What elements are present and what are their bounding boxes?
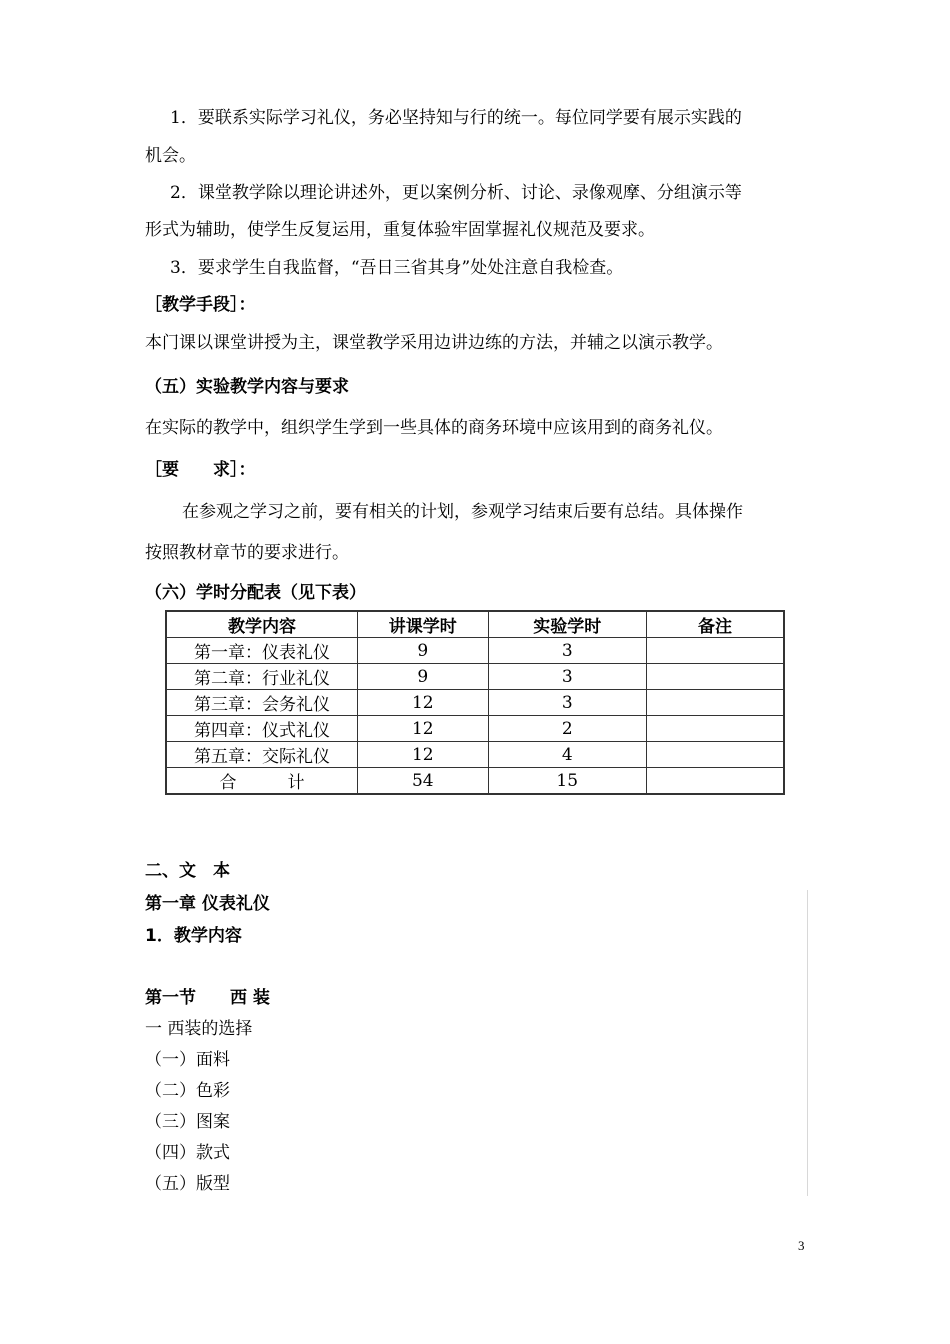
table-cell: 2 (488, 716, 646, 742)
table-cell: 3 (488, 664, 646, 690)
table-header-cell: 备注 (646, 611, 784, 638)
teaching-means-text: 本门课以课堂讲授为主，课堂教学采用边讲边练的方法，并辅之以演示教学。 (145, 333, 723, 353)
section-5-text: 在实际的教学中，组织学生学到一些具体的商务环境中应该用到的商务礼仪。 (145, 418, 723, 438)
table-cell: 9 (357, 638, 488, 664)
list-item: （一）面料 (145, 1050, 230, 1070)
table-cell: 54 (357, 768, 488, 795)
chapter-heading: 第一章 仪表礼仪 (145, 894, 270, 914)
section-6-heading: （六）学时分配表（见下表） (145, 583, 366, 603)
table-total-row (166, 768, 784, 795)
table-cell: 第四章：仪式礼仪 (166, 716, 357, 742)
table-cell (646, 716, 784, 742)
table-cell: 12 (357, 742, 488, 768)
table-cell (646, 638, 784, 664)
table-header-row (166, 611, 784, 638)
table-cell (646, 742, 784, 768)
paragraph-2-line-1: 2．课堂教学除以理论讲述外，更以案例分析、讨论、录像观摩、分组演示等 (170, 183, 742, 203)
list-item: （二）色彩 (145, 1081, 230, 1101)
list-item: （三）图案 (145, 1112, 230, 1132)
table-cell (646, 690, 784, 716)
table-row (166, 742, 784, 768)
table-cell: 15 (488, 768, 646, 795)
sub-heading: 一 西装的选择 (145, 1019, 253, 1039)
table-row (166, 638, 784, 664)
table-row (166, 716, 784, 742)
list-item: （四）款式 (145, 1143, 230, 1163)
hours-allocation-table (165, 610, 785, 795)
requirements-line-2: 按照教材章节的要求进行。 (145, 543, 349, 563)
paragraph-2-line-2: 形式为辅助，使学生反复运用，重复体验牢固掌握礼仪规范及要求。 (145, 220, 655, 240)
table-row (166, 664, 784, 690)
table-cell: 第五章：交际礼仪 (166, 742, 357, 768)
list-item: （五）版型 (145, 1174, 230, 1194)
table-cell (646, 664, 784, 690)
table-cell: 第二章：行业礼仪 (166, 664, 357, 690)
page-number: 3 (798, 1238, 805, 1253)
teaching-means-heading: ［教学手段］： (145, 295, 256, 315)
table-cell: 9 (357, 664, 488, 690)
content-heading: 1．教学内容 (145, 926, 242, 946)
table-cell: 4 (488, 742, 646, 768)
table-header-cell: 讲课学时 (357, 611, 488, 638)
table-header-cell: 教学内容 (166, 611, 357, 638)
requirements-line-1: 在参观之学习之前，要有相关的计划，参观学习结束后要有总结。具体操作 (182, 502, 743, 522)
paragraph-1-line-1: 1．要联系实际学习礼仪，务必坚持知与行的统一。每位同学要有展示实践的 (170, 108, 742, 128)
requirements-heading: ［要 求］： (145, 460, 256, 480)
section-heading: 第一节 西 装 (145, 988, 270, 1008)
table-cell: 12 (357, 690, 488, 716)
table-row (166, 690, 784, 716)
table-cell: 合 计 (166, 768, 357, 795)
table-cell: 第一章：仪表礼仪 (166, 638, 357, 664)
table-cell: 3 (488, 638, 646, 664)
table-header-cell: 实验学时 (488, 611, 646, 638)
margin-rule (807, 890, 808, 1196)
text-section-heading: 二、文 本 (145, 861, 230, 881)
paragraph-1-line-2: 机会。 (145, 146, 196, 166)
table-cell (646, 768, 784, 795)
section-5-heading: （五）实验教学内容与要求 (145, 377, 349, 397)
table-cell: 第三章：会务礼仪 (166, 690, 357, 716)
table-cell: 12 (357, 716, 488, 742)
paragraph-3: 3．要求学生自我监督，“吾日三省其身”处处注意自我检查。 (170, 258, 624, 278)
table-cell: 3 (488, 690, 646, 716)
